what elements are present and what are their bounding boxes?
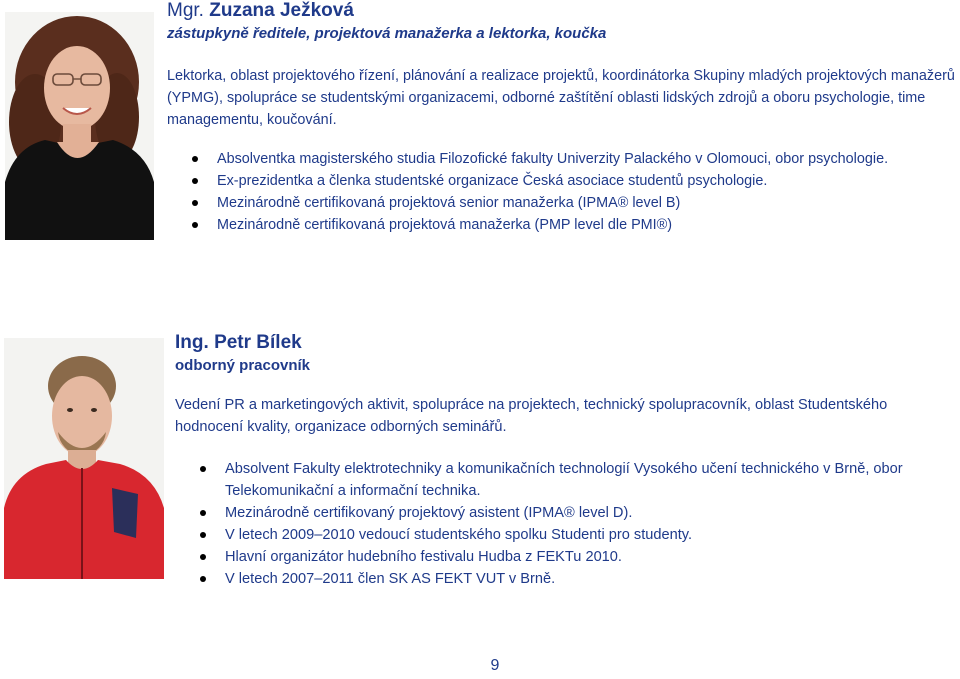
person-name: Ing. Petr Bílek (175, 332, 302, 353)
page-number: 9 (490, 657, 500, 674)
list-item: Absolvent Fakulty elektrotechniky a komunikačních technologií Vysokého učení technického v Brně, obor Telekomunikační a informační technika. (175, 458, 955, 502)
list-item: V letech 2009–2010 vedoucí studentského spolku Studenti pro studenty. (175, 524, 955, 546)
list-item: Absolventka magisterského studia Filozofické fakulty Univerzity Palackého v Olomouci, obor psychologie. (167, 148, 957, 170)
person-role: odborný pracovník (175, 357, 311, 374)
person-description: Lektorka, oblast projektového řízení, plánování a realizace projektů, koordinátorka Skupiny mladých projektových manažerů (YPMG), spolupráce se studentskými organizacemi, odborné zaštítění oblasti lidských zdrojů a oboru psychologie, time managementu, koučování. (167, 68, 955, 128)
list-item: Ex-prezidentka a členka studentské organizace Česká asociace studentů psychologie. (167, 170, 957, 192)
list-item: Hlavní organizátor hudebního festivalu Hudba z FEKTu 2010. (175, 546, 955, 568)
person-description: Vedení PR a marketingových aktivit, spolupráce na projektech, technický spolupracovník, oblast Studentského hodnocení kvality, organizace odborných seminářů. (175, 397, 888, 435)
person-name: Mgr. Zuzana Ježková (167, 0, 354, 21)
list-item: Mezinárodně certifikovaná projektová senior manažerka (IPMA® level B) (167, 192, 957, 214)
portrait-photo-petr (4, 338, 164, 579)
qualification-list (175, 458, 955, 590)
profile-zuzana-jezkova (167, 0, 957, 236)
person-role: zástupkyně ředitele, projektová manažerka a lektorka, koučka (167, 25, 607, 42)
qualification-list (167, 148, 957, 236)
profile-petr-bilek (175, 332, 955, 590)
list-item: Mezinárodně certifikovaný projektový asistent (IPMA® level D). (175, 502, 955, 524)
list-item: Mezinárodně certifikovaná projektová manažerka (PMP level dle PMI®) (167, 214, 957, 236)
portrait-photo-zuzana (5, 12, 154, 240)
list-item: V letech 2007–2011 člen SK AS FEKT VUT v Brně. (175, 568, 955, 590)
